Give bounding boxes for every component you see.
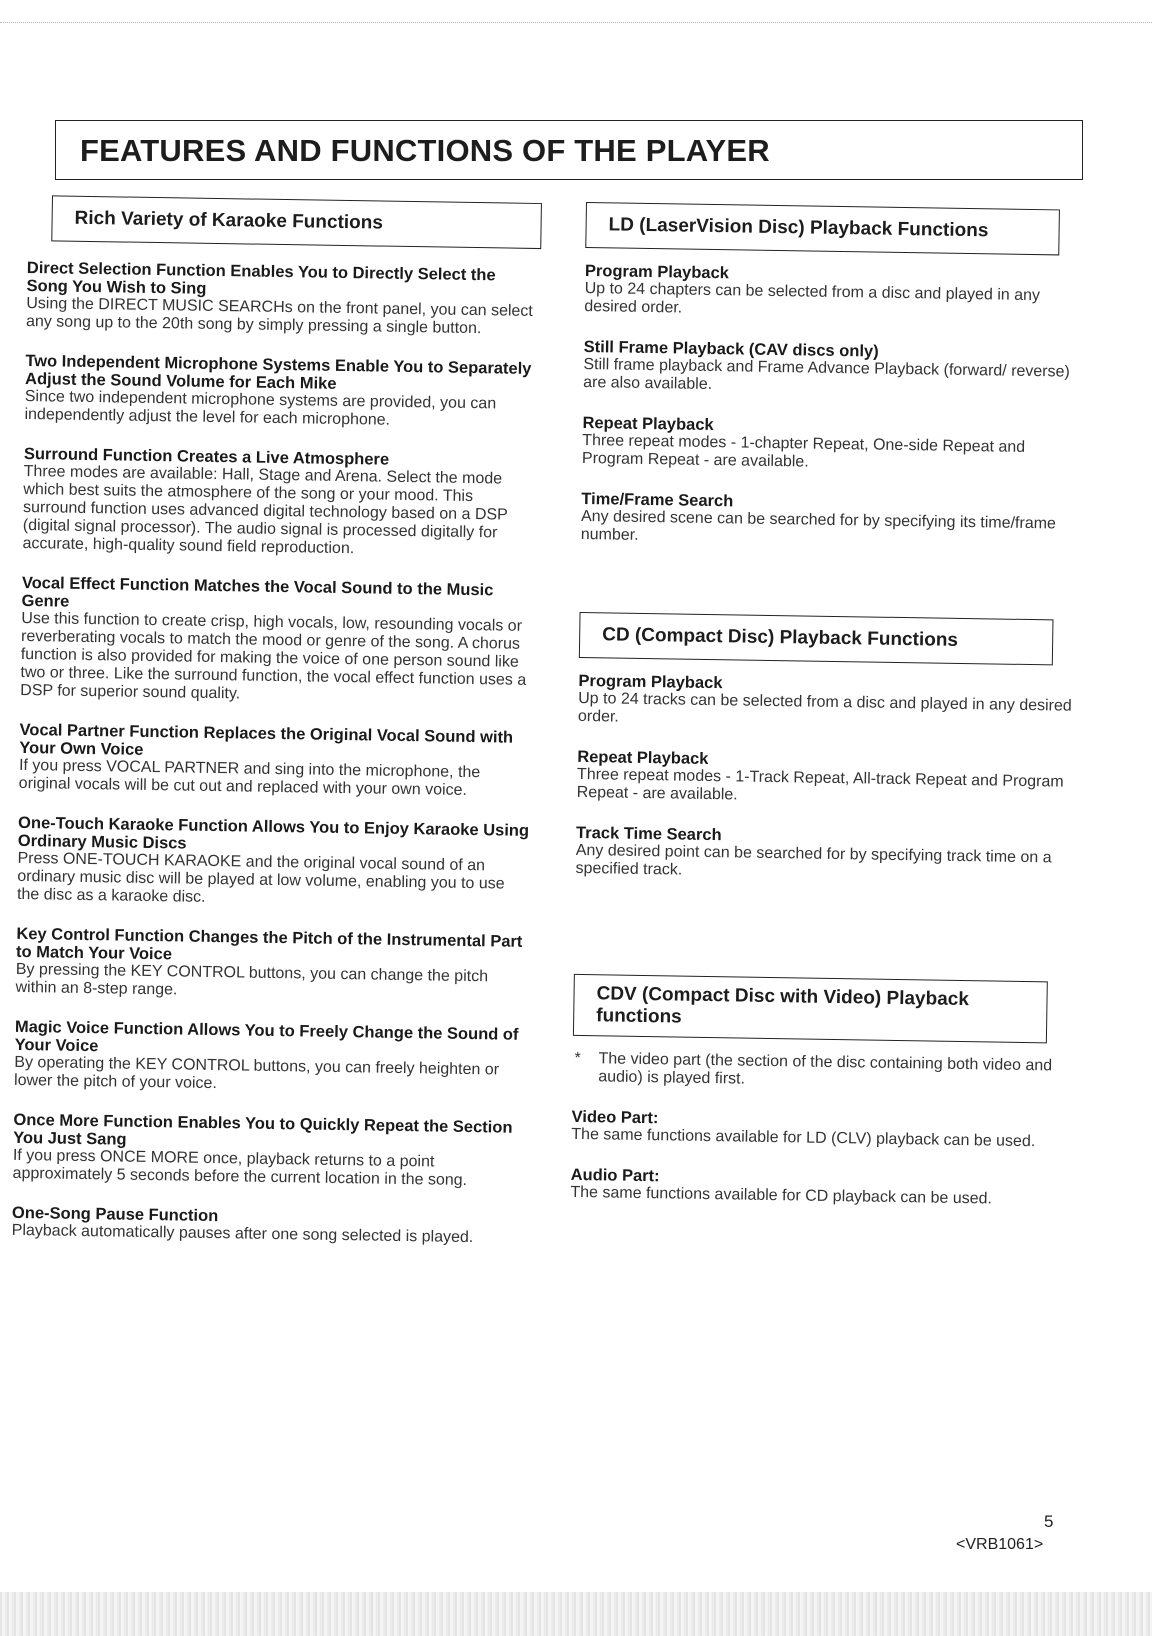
feature-title: Vocal Effect Function Matches the Vocal Sound to the Music Genre [21,573,494,611]
feature-title: Repeat Playback [582,413,714,435]
feature-title: Time/Frame Search [581,489,734,511]
feature-body: Up to 24 chapters can be selected from a disc and played in any desired order. [584,279,1041,317]
ld-feature-item [582,414,1079,476]
feature-body: Using the DIRECT MUSIC SEARCHs on the front panel, you can select any song up to the 20th song by simply pressing a single button. [25,294,533,338]
feature-body: Up to 24 tracks can be selected from a disc and played in any desired order. [577,689,1072,726]
karaoke-functions-column [11,195,542,1269]
feature-item [20,574,536,708]
feature-title: Audio Part: [570,1165,660,1186]
feature-body: Three repeat modes - 1-chapter Repeat, One-side Repeat and Program Repeat - are available. [581,431,1026,471]
feature-title: Vocal Partner Function Replaces the Original Vocal Sound with Your Own Voice [19,720,514,759]
feature-title: Two Independent Microphone Systems Enable You to Separately Adjust the Sound Volume for Each Mike [24,351,532,393]
asterisk-mark: * [574,1049,581,1068]
feature-title: Key Control Function Changes the Pitch of the Instrumental Part to Match Your Voice [15,924,523,964]
feature-body: By pressing the KEY CONTROL buttons, you can change the pitch within an 8-step range. [15,960,489,999]
feature-title: One-Touch Karaoke Function Allows You to Enjoy Karaoke Using Ordinary Music Discs [17,813,530,853]
feature-title: Program Playback [578,671,723,693]
feature-body: The same functions available for LD (CLV) playback can be used. [571,1125,1036,1151]
feature-item [24,352,539,432]
feature-item [17,814,532,912]
playback-functions-column [570,202,1082,1232]
feature-body: If you press VOCAL PARTNER and sing into the microphone, the original vocals will be cut out and replaced with your own voice. [18,756,481,799]
feature-title: One-Song Pause Function [11,1203,219,1226]
feature-item [19,721,534,801]
cd-feature-item [578,672,1075,734]
cdv-feature-item [570,1166,1067,1210]
feature-item [12,1111,527,1191]
cd-section-heading: CD (Compact Disc) Playback Functions [579,612,1054,665]
feature-body: Any desired point can be searched for by specifying track time on a specified track. [575,841,1052,879]
cdv-note [572,1050,1069,1094]
feature-body: If you press ONCE MORE once, playback returns to a point approximately 5 seconds before the current location in the song. [12,1146,468,1190]
feature-body: Still frame playback and Frame Advance Playback (forward/ reverse) are also available. [583,355,1070,394]
cdv-note-text: The video part (the section of the disc containing both video and audio) is played first. [598,1050,1053,1088]
feature-title: Direct Selection Function Enables You to Directly Select the Song You Wish to Sing [26,258,496,298]
ld-feature-item [581,490,1078,552]
feature-item [22,445,538,561]
feature-title: Repeat Playback [577,747,709,768]
feature-item [14,1018,529,1098]
feature-title: Surround Function Creates a Live Atmosphere [23,444,390,469]
ld-section-heading: LD (LaserVision Disc) Playback Functions [585,202,1060,255]
feature-body: The same functions available for CD playback can be used. [570,1183,993,1208]
page-title-box [55,120,1083,180]
feature-body: Three repeat modes - 1-Track Repeat, All-track Repeat and Program Repeat - are available. [576,765,1064,804]
feature-title: Once More Function Enables You to Quickly Repeat the Section You Just Sang [13,1110,513,1149]
ld-feature-item [583,338,1080,400]
feature-item [26,259,541,339]
feature-body: Any desired scene can be searched for by specifying its time/frame number. [580,507,1057,544]
cd-feature-item [575,824,1072,886]
scan-artifact-bottom [0,1592,1152,1636]
page-title: FEATURES AND FUNCTIONS OF THE PLAYER [80,133,770,168]
feature-body: Playback automatically pauses after one song selected is played. [11,1221,474,1247]
feature-title: Still Frame Playback (CAV discs only) [583,337,879,361]
feature-title: Program Playback [584,261,730,283]
feature-body: Three modes are available: Hall, Stage and Arena. Select the mode which best suits the atmosphere of the song or your mood. This surround function uses advanced digital technology based on a DSP (digital signal processor). The audio signal is processed digitally for accurate, high-quality sound field reproduction. [22,462,508,558]
scan-artifact-top [0,22,1152,24]
cdv-section-heading: CDV (Compact Disc with Video) Playback functions [573,974,1048,1043]
document-code: <VRB1061> [956,1536,1044,1553]
feature-title: Video Part: [571,1107,659,1128]
feature-body: Press ONE-TOUCH KARAOKE and the original vocal sound of an ordinary music disc will be played at low volume, enabling you to use the disc as a karaoke disc. [16,849,505,906]
feature-item [15,925,530,1005]
ld-feature-item [584,262,1081,324]
feature-body: Use this function to create crisp, high vocals, low, resounding vocals or reverberating vocals to match the mood or genre of the song. A chorus function is also provided for making the voice of one person sound like two or three. Like the surround function, the vocal effect function uses a DSP for superior sound quality. [20,609,527,703]
feature-title: Magic Voice Function Allows You to Freely Change the Sound of Your Voice [14,1017,519,1056]
karaoke-section-heading: Rich Variety of Karaoke Functions [51,195,542,249]
feature-item [12,1204,527,1248]
feature-title: Track Time Search [575,823,722,845]
cdv-feature-item [571,1108,1068,1152]
feature-body: Since two independent microphone systems are provided, you can independently adjust the level for each microphone. [24,387,497,429]
page-number: 5 [1044,1512,1054,1531]
feature-body: By operating the KEY CONTROL buttons, you can freely heighten or lower the pitch of your voice. [13,1053,500,1093]
cd-feature-item [577,748,1074,810]
